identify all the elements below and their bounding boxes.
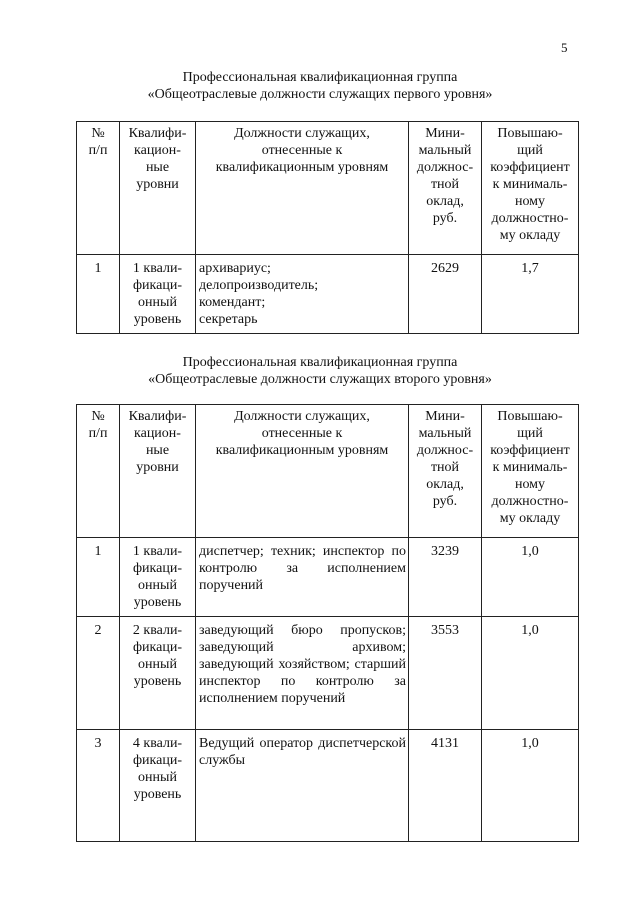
table-header-row: [77, 405, 579, 538]
group-title-first-level: [0, 69, 640, 103]
cell-coefficient: 1,0: [482, 730, 579, 842]
group-title-second-level: [0, 354, 640, 388]
cell-positions: диспетчер; техник; инспектор по контролю за исполнением поручений: [196, 538, 409, 617]
table-header-row: [77, 122, 579, 255]
cell-level: 1 квали- фикаци- онный уровень: [120, 538, 196, 617]
table-row: [77, 255, 579, 334]
group-title-line1: Профессиональная квалификационная группа: [182, 355, 458, 370]
cell-positions: архивариус; делопроизводитель; комендант; секретарь: [196, 255, 409, 334]
cell-salary: 2629: [409, 255, 482, 334]
group-title-line2: «Общеотраслевые должности служащих первого уровня»: [147, 87, 493, 102]
header-level: Квалифи- кацион- ные уровни: [120, 122, 196, 255]
qualification-table-second-level: [76, 404, 579, 842]
cell-coefficient: 1,0: [482, 538, 579, 617]
cell-salary: 4131: [409, 730, 482, 842]
cell-salary: 3239: [409, 538, 482, 617]
header-salary: Мини- мальный должнос- тной оклад, руб.: [409, 122, 482, 255]
page-number: 5: [561, 40, 568, 55]
cell-positions: Ведущий оператор диспетчерской службы: [196, 730, 409, 842]
cell-coefficient: 1,0: [482, 617, 579, 730]
header-num: № п/п: [77, 405, 120, 538]
cell-positions: заведующий бюро пропусков; заведующий архивом; заведующий хозяйством; старший инспектор по контролю за исполнением поручений: [196, 617, 409, 730]
table-row: [77, 617, 579, 730]
header-coefficient: Повышаю- щий коэффициент к минималь- ному должностно- му окладу: [482, 405, 579, 538]
table-row: [77, 538, 579, 617]
cell-num: 1: [77, 538, 120, 617]
group-title-line2: «Общеотраслевые должности служащих второго уровня»: [148, 372, 492, 387]
group-title-line1: Профессиональная квалификационная группа: [182, 70, 458, 85]
cell-level: 2 квали- фикаци- онный уровень: [120, 617, 196, 730]
cell-level: 4 квали- фикаци- онный уровень: [120, 730, 196, 842]
header-salary: Мини- мальный должнос- тной оклад, руб.: [409, 405, 482, 538]
header-level: Квалифи- кацион- ные уровни: [120, 405, 196, 538]
header-coefficient: Повышаю- щий коэффициент к минималь- ному должностно- му окладу: [482, 122, 579, 255]
header-positions: Должности служащих, отнесенные к квалификационным уровням: [196, 122, 409, 255]
cell-level: 1 квали- фикаци- онный уровень: [120, 255, 196, 334]
cell-num: 2: [77, 617, 120, 730]
table-row: [77, 730, 579, 842]
header-num: № п/п: [77, 122, 120, 255]
header-positions: Должности служащих, отнесенные к квалификационным уровням: [196, 405, 409, 538]
cell-coefficient: 1,7: [482, 255, 579, 334]
cell-num: 3: [77, 730, 120, 842]
cell-salary: 3553: [409, 617, 482, 730]
qualification-table-first-level: [76, 121, 579, 334]
cell-num: 1: [77, 255, 120, 334]
